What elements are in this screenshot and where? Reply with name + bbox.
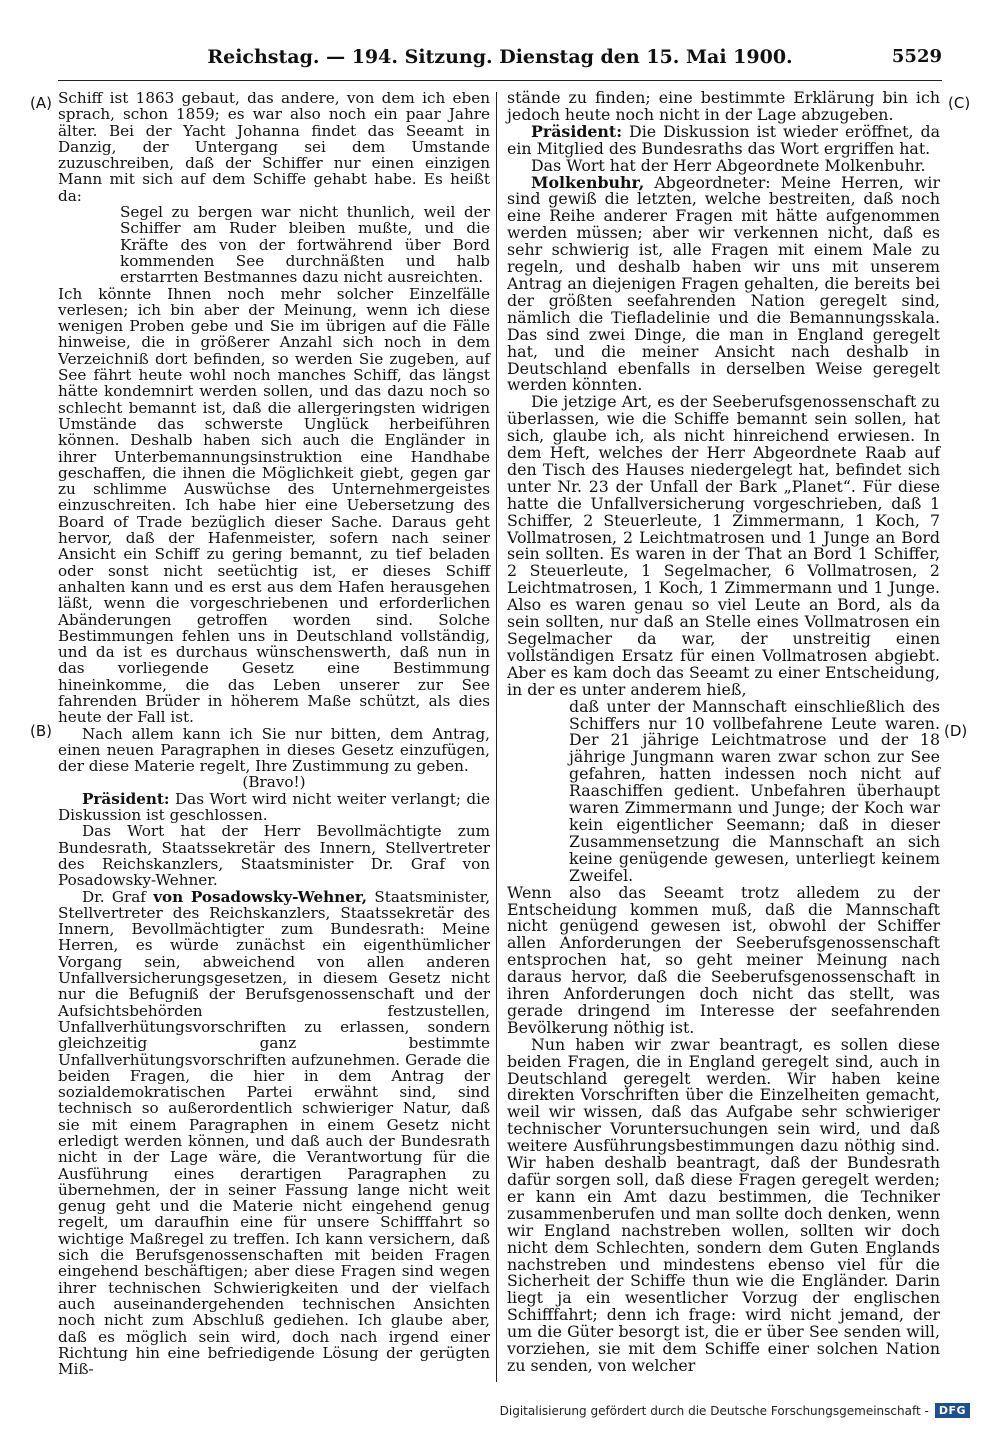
speaker-title: Dr. Graf	[82, 887, 146, 906]
paragraph	[507, 172, 940, 395]
margin-marker-b: (B)	[30, 722, 52, 740]
header-rule	[58, 80, 942, 81]
page-number: 5529	[891, 46, 942, 67]
paragraph: Die jetzige Art, es der Seeberufsgenossenschaft zu überlassen, wie die Schiffe bemannt sein sollen, hat sich, glaube ich, als nicht hinreichend erwiesen. In dem Heft, welches der Herr Abgeordnete Raab auf den Tisch des Hauses niedergelegt hat, befindet sich unter Nr. 23 der Unfall der Bark „Planet“. Für diese hatte die Unfallversicherung vorgeschrieben, daß 1 Schiffer, 2 Steuerleute, 1 Zimmermann, 1 Koch, 7 Vollmatrosen, 2 Leichtmatrosen und 1 Junge an Bord sein sollten. Es waren in der That an Bord 1 Schiffer, 2 Steuerleute, 1 Segelmacher, 6 Vollmatrosen, 2 Leichtmatrosen, 1 Koch, 1 Zimmermann und 1 Junge. Also es waren genau so viel Leute an Bord, als da sein sollten, nur daß an Stelle eines Vollmatrosen ein Segelmacher da war, der unstreitig einen vollständigen Ersatz für einen Vollmatrosen abgiebt. Aber es kam doch das Seeamt zu einer Entscheidung, in der es unter anderem hieß,	[507, 392, 940, 699]
speaker-name: Präsident:	[82, 789, 170, 808]
paragraph	[507, 121, 940, 158]
speech-text: Staatsminister, Stellvertreter des Reichskanzlers, Staatssekretär des Innern, Bevollmächtigter zum Bundesrath: Meine Herren, es würde zunächst ein eigenthümlicher Vorgang sein, abweichend von allen anderen Unfallversicherungsgesetzen, in diesem Gesetz nicht nur die Befugniß der Berufsgenossenschaft und der Aufsichtsbehörden festzustellen, Unfallverhütungsvorschriften zu erlassen, sondern gleichzeitig ganz bestimmte Unfallverhütungsvorschriften aufzunehmen. Gerade die beiden Fragen, die hier in dem Antrag der sozialdemokratischen Partei erwähnt sind, sind technisch so außerordentlich schwieriger Natur, daß sie mit einem Paragraphen in einem Gesetz nicht erledigt werden können, und daß auch der Bundesrath nicht in der Lage wäre, die Verantwortung für die Ausführung eines derartigen Paragraphen zu übernehmen, der in seiner Fassung lange nicht weit genug geht und die Materie nicht eingehend genug regelt, um daraufhin eine für unsere Schifffahrt so wichtige Maßregel zu treffen. Ich kann versichern, daß sich die Berufsgenossenschaften mit beiden Fragen eingehend beschäftigen; aber diese Fragen sind wegen ihrer technischen Schwierigkeiten und der vielfach auch auseinandergehenden technischen Ansichten noch nicht zum Abschluß gediehen. Ich glaube aber, daß es möglich sein wird, doch nach irgend einer Richtung hin eine befriedigende Lösung der gerügten Miß-	[58, 887, 491, 1379]
speech-text: Das Wort wird nicht weiter verlangt; die Diskussion ist geschlossen.	[58, 789, 490, 825]
quotation: daß unter der Mannschaft einschließlich des Schiffers nur 10 vollbefahrene Leute waren. Der 21 jährige Leichtmatrose und der 18 jährige Jungmann waren zwar schon zur See gefahren, hatten indessen noch nicht auf Raaschiffen gedient. Unbefahren überhaupt waren Zimmermann und Junge; der Koch war kein eigentlicher Seemann; daß in dieser Zusammensetzung die Mannschaft an sich keine genügende gewesen, unterliegt keinem Zweifel.	[569, 696, 940, 885]
margin-marker-c: (C)	[948, 94, 971, 112]
credit-text: Digitalisierung gefördert durch die Deutsche Forschungsgemeinschaft -	[499, 1403, 929, 1418]
paragraph: Nun haben wir zwar beantragt, es sollen diese beiden Fragen, die in England geregelt sind, auch in Deutschland geregelt werden. Wir haben keine direkten Vorschriften über die Einzelheiten gemacht, weil wir wissen, daß das Aufgabe sehr schwieriger technischer Voruntersuchungen sein wird, und daß weitere Ausführungsbestimmungen dazu nöthig sind. Wir haben deshalb beantragt, daß der Bundesrath dafür sorgen soll, daß diese Fragen geregelt werden; er kann ein Amt dazu bestimmen, die Techniker zusammenberufen und man sollte doch denken, wenn wir England nachstreben wollen, sollten wir doch nicht dem Schlechten, sondern dem Guten Englands nachstreben und mindestens ebenso viel für die Sicherheit der Schiffe thun wie die Engländer. Darin liegt ja ein wesentlicher Vorzug der englischen Schifffahrt; denn ich frage: wird nicht jemand, der um die Güter besorgt ist, die er über See senden will, vorziehen, sie mit dem Schiffe einer solchen Nation zu senden, von welcher	[507, 1034, 940, 1375]
paragraph: stände zu finden; eine bestimmte Erklärung bin ich jedoch heute noch nicht in der Lage abzugeben.	[507, 88, 940, 124]
speaker-name: von Posadowsky-Wehner,	[153, 887, 368, 906]
paragraph	[58, 791, 490, 824]
paragraph: Das Wort hat der Herr Bevollmächtigte zum Bundesrath, Staatssekretär des Innern, Stellvertreter des Reichskanzlers, Staatsminister Dr. Graf von Posadowsky-Wehner.	[58, 822, 490, 890]
paragraph: Ich könnte Ihnen noch mehr solcher Einzelfälle verlesen; ich bin aber der Meinung, wenn ich diese wenigen Proben gebe und Sie im übrigen auf die Fälle hinweise, die in größerer Anzahl sich noch in dem Verzeichniß dort befinden, so werden Sie zugeben, auf See fährt heute wohl noch manches Schiff, das längst hätte kondemnirt werden sollen, und das dazu noch so schlecht bemannt ist, daß die allergeringsten widrigen Umstände das schwerste Unglück herbeiführen können. Deshalb haben sich auch die Engländer in ihrer Unterbemannungsinstruktion eine Handhabe geschaffen, die ihnen die Möglichkeit giebt, gegen gar zu schlimme Auswüchse des Unternehmergeistes einzuschreiten. Ich habe hier eine Uebersetzung des Board of Trade bezüglich dieser Sache. Daraus geht hervor, daß der Hafenmeister, sofern nach seiner Ansicht ein Schiff zu gering bemannt, zu tief beladen oder sonst nicht seetüchtig ist, er dieses Schiff anhalten kann und es erst aus dem Hafen herausgehen läßt, wenn die vorgeschriebenen und erforderlichen Abänderungen getroffen worden sind. Solche Bestimmungen fehlen uns in Deutschland vollständig, und da ist es durchaus wünschenswerth, daß nun in das vorliegende Gesetz eine Bestimmung hineinkomme, die das Leben unserer zur See fahrenden Brüder in höherem Maße schützt, als dies heute der Fall ist.	[58, 284, 490, 727]
right-column	[507, 90, 940, 1375]
speech-text: Die Diskussion ist wieder eröffnet, da ein Mitglied des Bundesraths das Wort ergriffen hat.	[507, 121, 940, 158]
paragraph	[58, 889, 490, 1378]
column-rule	[496, 92, 497, 1382]
paragraph: Das Wort hat der Herr Abgeordnete Molkenbuhr.	[531, 155, 926, 175]
dfg-logo-icon: DFG	[935, 1403, 970, 1418]
quotation: Segel zu bergen war nicht thunlich, weil der Schiffer am Ruder bleiben mußte, und die Kräfte des von der fortwährend über Bord kommenden See durchnäßten und halb erstarrten Bestmannes dazu nicht ausreichten.	[120, 203, 490, 287]
speech-text: Abgeordneter: Meine Herren, wir sind gewiß die letzten, welche bestreiten, daß noch eine Reihe anderer Fragen mit hätte aufgenommen werden müssen; aber wir verkennen nicht, daß es sehr schwierig ist, alle Fragen mit einem Male zu regeln, und deshalb haben wir uns mit unserem Antrag an diejenigen Fragen gehalten, die bereits bei der größten seefahrenden Nation geregelt sind, nämlich die Tiefladelinie und die Bemannungsskala. Das sind zwei Dinge, die man in England geregelt hat, und die meiner Ansicht nach deshalb in Deutschland ebenfalls in derselben Weise geregelt werden könnten.	[507, 172, 940, 395]
page-header	[0, 46, 1000, 76]
paragraph: Wenn also das Seeamt trotz alledem zu der Entscheidung kommen muß, daß die Mannschaft nicht genügend gewesen ist, obwohl der Schiffer allen Anforderungen der Seeberufsgenossenschaft entsprochen hat, so geht meiner Meinung nach daraus hervor, daß die Seeberufsgenossenschaft in ihren Anforderungen doch nicht das stellt, was gerade dringend im Interesse der seefahrenden Bevölkerung nöthig ist.	[507, 882, 940, 1037]
interjection: (Bravo!)	[242, 773, 306, 792]
paragraph: Schiff ist 1863 gebaut, das andere, von dem ich eben sprach, schon 1859; es war also noch ein paar Jahre älter. Bei der Yacht Johanna findet das Seeamt in Danzig, der Untergang sei dem Umstande zuzuschreiben, daß der Schiffer nur einen einzigen Mann mit sich auf dem Schiffe gehabt habe. Es heißt da:	[58, 89, 490, 205]
speaker-name: Molkenbuhr,	[531, 172, 645, 192]
margin-marker-a: (A)	[30, 94, 52, 112]
left-column	[58, 90, 490, 1377]
digitization-credit	[500, 1403, 970, 1418]
paragraph: Nach allem kann ich Sie nur bitten, dem Antrag, einen neuen Paragraphen in dieses Gesetz einzufügen, der diese Materie regelt, Ihre Zustimmung zu geben.	[58, 724, 490, 776]
margin-marker-d: (D)	[944, 722, 968, 740]
running-title: Reichstag. — 194. Sitzung. Dienstag den 15. Mai 1900.	[207, 46, 793, 68]
speaker-name: Präsident:	[531, 121, 623, 141]
